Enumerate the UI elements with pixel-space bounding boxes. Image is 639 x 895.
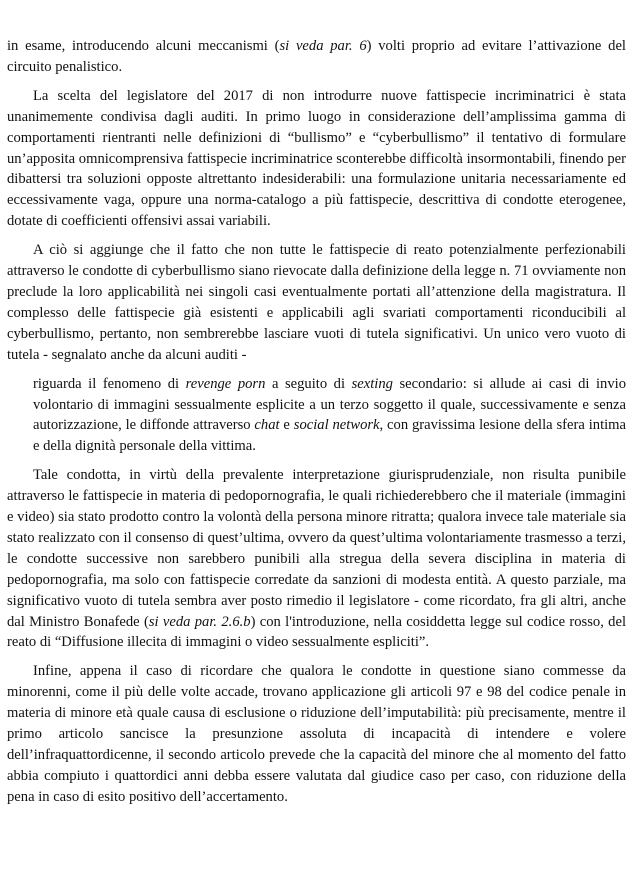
paragraph-2 <box>7 240 626 365</box>
text-run: ) volti proprio ad evitare l’attivazione del circuito penalistico. <box>7 38 626 75</box>
paragraph-3 <box>7 374 626 458</box>
text-run: Infine, appena il caso di ricordare che qualora le condotte in questione siano commesse da minorenni, come il più delle volte accade, trovano applicazione gli articoli 97 e 98 del codice penale in materia di minore età quale causa di esclusione o riduzione dell’imputabilità: più precisamente, mentre il primo articolo sancisce la presunzione assoluta di incapacità di intendere e volere dell’infraquattordicenne, il secondo articolo prevede che la capacità del minore che al momento del fatto abbia compiuto i quattordici anni debba essere valutata dal giudice caso per caso, con riduzione della pena in caso di esito positivo dell’accertamento. <box>7 663 626 805</box>
paragraph-1 <box>7 86 626 232</box>
text-run: e <box>279 417 294 434</box>
italic-term: chat <box>254 417 280 434</box>
body-text <box>7 36 626 808</box>
cross-reference: si veda par. 6 <box>279 38 367 54</box>
text-run: , con gravissima lesione della sfera intima e della dignità personale della vittima. <box>33 417 627 455</box>
text-run: secondario: si allude ai casi di invio volontario di immagini sessualmente esplicite a un terzo soggetto il quale, successivamente e senza autorizzazione, le diffonde attraverso <box>33 375 627 434</box>
text-run: a seguito di <box>265 375 352 392</box>
text-run: riguarda il fenomeno di <box>33 375 186 392</box>
cross-reference: si veda par. 2.6.b <box>148 613 251 630</box>
italic-term: sexting <box>351 375 393 392</box>
text-run: ) con l'introduzione, nella cosiddetta legge sul codice rosso, del reato di “Diffusione illecita di immagini o video sessualmente espliciti”. <box>7 613 627 651</box>
paragraph-5 <box>7 661 626 807</box>
paragraph-0 <box>7 36 626 78</box>
text-run: A ciò si aggiunge che il fatto che non tutte le fattispecie di reato potenzialmente perfezionabili attraverso le condotte di cyberbullismo siano rievocate dalla definizione della legge n. 71 ovviamente non preclude la loro applicabilità nei singoli casi eventualmente portati all’attenzione della magistratura. Il complesso delle fattispecie già esistenti e applicabili agli svariati comportamenti riconducibili al cyberbullismo, pertanto, non sembrerebbe lasciare vuoti di tutela significativi. Un unico vero vuoto di tutela - segnalato anche da alcuni auditi - <box>7 242 626 363</box>
italic-term: revenge porn <box>185 375 266 392</box>
text-run: La scelta del legislatore del 2017 di non introdurre nuove fattispecie incriminatrici è stata unanimemente condivisa dagli auditi. In primo luogo in considerazione dell’amplissima gamma di comportamenti rientranti nelle definizioni di “bullismo” e “cyberbullismo” il tentativo di formulare un’apposita omnicomprensiva fattispecie incriminatrice sconterebbe difficoltà insormontabili, finendo per dibattersi tra soluzioni opposte altrettanto indesiderabili: una formulazione unitaria necessariamente ed eccessivamente vaga, oppure una norma-catalogo a più fattispecie, descrittiva di condotte eterogenee, dotate di coefficienti offensivi assai variabili. <box>7 87 626 230</box>
text-run: Tale condotta, in virtù della prevalente interpretazione giurisprudenziale, non risulta punibile attraverso le fattispecie in materia di pedopornografia, le quali richiederebbero che il materiale (immagini e video) sia stato prodotto contro la volontà della persona minore ritratta; qualora invece tale materiale sia stato realizzato con il consenso di quest’ultima, ovvero da quest’ultima volontariamente trasmesso a terzi, le condotte successive non sarebbero punibili alla stregua della severa disciplina in materia di pedopornografia, ma solo con fattispecie corredate da sanzioni di modesta entità. A questo parziale, ma significativo vuoto di tutela sembra aver posto rimedio il legislatore - come ricordato, fra gli altri, anche dal Ministro Bonafede ( <box>7 467 626 630</box>
paragraph-4 <box>7 465 626 653</box>
text-run: in esame, introducendo alcuni meccanismi ( <box>7 38 280 54</box>
italic-term: social network <box>293 417 380 434</box>
